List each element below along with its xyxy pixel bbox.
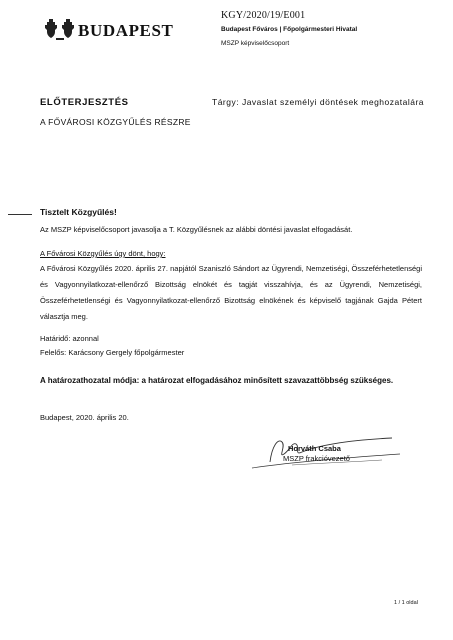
reference-number: KGY/2020/19/E001: [221, 10, 306, 21]
decision-method: A határozathozatal módja: a határozat elfogadásához minősített szavazattöbbség szükséges.: [40, 376, 394, 385]
organization-line-2: MSZP képviselőcsoport: [221, 40, 290, 47]
decision-label: A Fővárosi Közgyűlés úgy dönt, hogy:: [40, 249, 166, 258]
organization-line-1: Budapest Főváros | Főpolgármesteri Hivatal: [221, 26, 358, 33]
deadline: Határidő: azonnal: [40, 334, 99, 343]
signer-name: Horváth Csaba: [288, 444, 341, 453]
page-number: 1 / 1 oldal: [394, 600, 418, 606]
responsible-person: Felelős: Karácsony Gergely főpolgármester: [40, 348, 185, 357]
margin-rule: [8, 214, 32, 215]
signer-role: MSZP frakcióvezető: [283, 454, 350, 463]
document-subject: Tárgy: Javaslat személyi döntések meghozatalára: [212, 97, 425, 107]
intro-paragraph: Az MSZP képviselőcsoport javasolja a T. Közgyűlésnek az alábbi döntési javaslat elfogadását.: [40, 225, 353, 234]
document-addressee: A FŐVÁROSI KÖZGYŰLÉS RÉSZRE: [40, 117, 191, 127]
document-title: ELŐTERJESZTÉS: [40, 97, 129, 108]
greeting: Tisztelt Közgyűlés!: [40, 207, 117, 217]
budapest-coat-of-arms-icon: [44, 16, 78, 44]
place-date: Budapest, 2020. április 20.: [40, 413, 129, 422]
logo-text: BUDAPEST: [78, 21, 174, 40]
decision-body: A Fővárosi Közgyűlés 2020. április 27. napjától Szaniszló Sándort az Ügyrendi, Nemzetiségi, Összeférhetetlenségi és Vagyonnyilatkozat-ellenőrző Bizottság elnökét és tagját visszahívja, és az Ügyrendi, Nemzetiségi, Összeférhetetlenségi és Vagyonnyilatkozat-ellenőrző Bizottság elnökének és képviselő tagjának Gajda Pétert választja meg.: [40, 264, 422, 321]
